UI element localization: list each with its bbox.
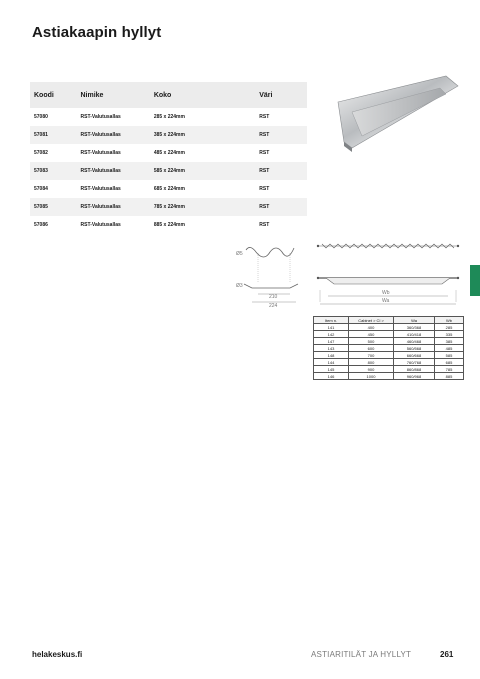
product-photo	[334, 72, 460, 162]
dim-wa: Wa	[382, 298, 390, 304]
spec-cell: 142	[314, 331, 349, 338]
spec-cell: 885	[435, 373, 464, 380]
column-header-size: Koko	[150, 82, 255, 108]
footer-site: helakeskus.fi	[32, 650, 83, 659]
spec-header-cabinet: Cabinet > Cl >	[349, 317, 394, 324]
spec-cell: 960/968	[394, 373, 435, 380]
cell-size: 685 x 224mm	[150, 180, 255, 198]
cell-color: RST	[255, 180, 307, 198]
spec-table-header	[314, 317, 464, 324]
cell-name: RST-Valutusallas	[77, 108, 150, 126]
cell-name: RST-Valutusallas	[77, 180, 150, 198]
column-header-name: Nimike	[77, 82, 150, 108]
table-row	[30, 180, 307, 198]
table-row	[30, 162, 307, 180]
product-table-header	[30, 82, 307, 108]
table-row	[314, 324, 464, 331]
table-row	[30, 144, 307, 162]
spec-cell: 1000	[349, 373, 394, 380]
spec-cell: 360/368	[394, 324, 435, 331]
table-row	[314, 331, 464, 338]
cell-code: 57082	[30, 144, 77, 162]
cell-color: RST	[255, 144, 307, 162]
cell-size: 285 x 224mm	[150, 108, 255, 126]
cell-size: 385 x 224mm	[150, 126, 255, 144]
dim-wb: Wb	[382, 290, 390, 296]
cell-code: 57086	[30, 216, 77, 234]
cell-name: RST-Valutusallas	[77, 144, 150, 162]
table-row	[314, 373, 464, 380]
spec-cell: 385	[435, 338, 464, 345]
spec-cell: 760/768	[394, 359, 435, 366]
spec-cell: 410/418	[394, 331, 435, 338]
spec-cell: 585	[435, 352, 464, 359]
spec-cell: 600	[349, 345, 394, 352]
spec-cell: 685	[435, 359, 464, 366]
spec-cell: 450	[349, 331, 394, 338]
spec-header-wb: Wb	[435, 317, 464, 324]
spec-cell: 660/668	[394, 352, 435, 359]
spec-cell: 144	[314, 359, 349, 366]
spec-cell: 500	[349, 338, 394, 345]
table-row	[30, 126, 307, 144]
spec-table	[313, 316, 464, 380]
footer-section: ASTIARITILÄT JA HYLLYT	[311, 650, 412, 659]
spec-cell: 800	[349, 359, 394, 366]
table-row	[314, 366, 464, 373]
spec-cell: 460/468	[394, 338, 435, 345]
spec-cell: 146	[314, 373, 349, 380]
label-d1: Ø5	[236, 251, 243, 257]
spec-cell: 560/568	[394, 345, 435, 352]
spec-cell: 400	[349, 324, 394, 331]
cell-size: 885 x 224mm	[150, 216, 255, 234]
cell-size: 785 x 224mm	[150, 198, 255, 216]
cell-color: RST	[255, 216, 307, 234]
cell-size: 485 x 224mm	[150, 144, 255, 162]
spec-cell: 700	[349, 352, 394, 359]
table-row	[30, 108, 307, 126]
cell-color: RST	[255, 162, 307, 180]
spec-cell: 147	[314, 338, 349, 345]
page-number: 261	[440, 650, 454, 659]
spec-header-item: Item n.	[314, 317, 349, 324]
cell-code: 57085	[30, 198, 77, 216]
cell-name: RST-Valutusallas	[77, 216, 150, 234]
spec-cell: 900	[349, 366, 394, 373]
dim-inner: 210	[269, 294, 278, 300]
cell-code: 57083	[30, 162, 77, 180]
profile-drawing	[232, 240, 302, 312]
cell-code: 57081	[30, 126, 77, 144]
spec-cell: 285	[435, 324, 464, 331]
spec-cell: 785	[435, 366, 464, 373]
dim-outer: 224	[269, 303, 278, 309]
product-table	[30, 82, 307, 234]
table-row	[30, 198, 307, 216]
cell-color: RST	[255, 108, 307, 126]
side-view-drawing	[316, 238, 460, 310]
cell-color: RST	[255, 126, 307, 144]
cell-code: 57080	[30, 108, 77, 126]
label-d2: Ø3	[236, 283, 243, 289]
cell-size: 585 x 224mm	[150, 162, 255, 180]
table-row	[30, 216, 307, 234]
cell-color: RST	[255, 198, 307, 216]
spec-cell: 335	[435, 331, 464, 338]
column-header-code: Koodi	[30, 82, 77, 108]
section-tab	[470, 265, 480, 296]
table-row	[314, 338, 464, 345]
table-row	[314, 345, 464, 352]
page-title: Astiakaapin hyllyt	[32, 24, 162, 41]
table-row	[314, 352, 464, 359]
cell-name: RST-Valutusallas	[77, 126, 150, 144]
spec-cell: 145	[314, 366, 349, 373]
spec-cell: 485	[435, 345, 464, 352]
spec-cell: 143	[314, 345, 349, 352]
spec-cell: 148	[314, 352, 349, 359]
cell-name: RST-Valutusallas	[77, 198, 150, 216]
cell-name: RST-Valutusallas	[77, 162, 150, 180]
column-header-color: Väri	[255, 82, 307, 108]
spec-cell: 141	[314, 324, 349, 331]
spec-cell: 860/868	[394, 366, 435, 373]
table-row	[314, 359, 464, 366]
spec-header-wa: Wa	[394, 317, 435, 324]
cell-code: 57084	[30, 180, 77, 198]
